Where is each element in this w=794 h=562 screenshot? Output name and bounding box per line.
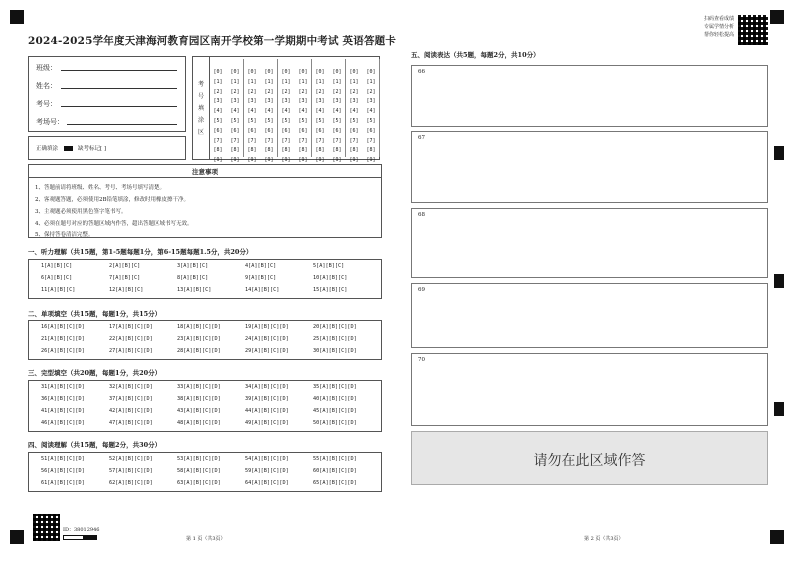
digit-bubble[interactable]: [9] <box>213 157 223 164</box>
answer-bubble-group[interactable]: 1[A][B][C] <box>41 263 73 269</box>
section-heading-reading: 四、阅读理解（共15题，每题2分，共30分） <box>28 441 162 449</box>
digit-bubble[interactable]: [6] <box>281 127 291 134</box>
digit-bubble[interactable]: [8] <box>230 147 240 154</box>
answer-bubble-group[interactable]: 2[A][B][C] <box>109 263 141 269</box>
digit-bubble[interactable]: [2] <box>366 88 376 95</box>
answer-bubble-group[interactable]: 65[A][B][C][D] <box>313 480 357 486</box>
answer-bubble-group[interactable]: 3[A][B][C] <box>177 263 209 269</box>
digit-bubble[interactable]: [2] <box>230 88 240 95</box>
digit-bubble[interactable]: [6] <box>264 127 274 134</box>
digit-bubble[interactable]: [4] <box>247 108 257 115</box>
answer-bubble-group[interactable]: 57[A][B][C][D] <box>109 468 153 474</box>
digit-bubble[interactable]: [5] <box>213 118 223 124</box>
question-number: 69 <box>418 287 425 293</box>
answer-bubble-group[interactable]: 30[A][B][C][D] <box>313 348 357 354</box>
digit-bubble[interactable]: [5] <box>264 118 274 124</box>
no-write-label: 请勿在此区域作答 <box>533 453 646 469</box>
notice-box <box>28 164 382 238</box>
digit-bubble[interactable]: [8] <box>315 147 325 154</box>
answer-bubble-group[interactable]: 19[A][B][C][D] <box>245 324 289 330</box>
answer-bubble-group[interactable]: 49[A][B][C][D] <box>245 420 289 426</box>
digit-bubble[interactable]: [3] <box>298 98 308 105</box>
answer-bubble-group[interactable]: 7[A][B][C] <box>109 275 141 281</box>
exam-number-field[interactable] <box>61 106 177 107</box>
digit-bubble[interactable]: [7] <box>281 137 291 144</box>
class-label: 班级： <box>36 64 57 72</box>
timing-mark <box>774 402 784 416</box>
digit-bubble[interactable]: [5] <box>230 118 240 124</box>
answer-box-67[interactable] <box>411 131 768 203</box>
digit-bubble[interactable]: [8] <box>298 147 308 154</box>
digit-bubble[interactable]: [8] <box>247 147 257 154</box>
digit-bubble[interactable]: [7] <box>332 137 342 144</box>
answer-bubble-group[interactable]: 62[A][B][C][D] <box>109 480 153 486</box>
answer-bubble-group[interactable]: 33[A][B][C][D] <box>177 384 221 390</box>
answer-bubble-group[interactable]: 48[A][B][C][D] <box>177 420 221 426</box>
digit-bubble[interactable]: [4] <box>298 108 308 115</box>
digit-bubble[interactable]: [6] <box>366 127 376 134</box>
digit-bubble[interactable]: [9] <box>281 157 291 164</box>
digit-bubble[interactable]: [6] <box>247 127 257 134</box>
qr-code-icon[interactable] <box>33 514 60 541</box>
digit-bubble[interactable]: [8] <box>349 147 359 154</box>
digit-bubble[interactable]: [0] <box>332 69 342 75</box>
digit-bubble[interactable]: [9] <box>298 157 308 164</box>
notice-item: 5、保持答卷清洁完整。 <box>35 232 94 238</box>
digit-bubble[interactable]: [1] <box>247 78 257 85</box>
answer-bubble-group[interactable]: 46[A][B][C][D] <box>41 420 85 426</box>
digit-bubble[interactable]: [0] <box>349 69 359 75</box>
digit-bubble[interactable]: [1] <box>332 78 342 85</box>
digit-bubble[interactable]: [0] <box>298 69 308 75</box>
barcode-icon <box>63 535 97 540</box>
fill-example-label: 正确填涂 <box>36 146 59 152</box>
answer-bubble-group[interactable]: 63[A][B][C][D] <box>177 480 221 486</box>
answer-bubble-group[interactable]: 60[A][B][C][D] <box>313 468 357 474</box>
digit-bubble[interactable]: [8] <box>213 147 223 154</box>
digit-bubble[interactable]: [3] <box>264 98 274 105</box>
digit-bubble[interactable]: [4] <box>264 108 274 115</box>
answer-bubble-group[interactable]: 26[A][B][C][D] <box>41 348 85 354</box>
answer-bubble-group[interactable]: 34[A][B][C][D] <box>245 384 289 390</box>
answer-bubble-group[interactable]: 28[A][B][C][D] <box>177 348 221 354</box>
qr-caption: 扫码查看成绩 专属学情分析 帮你轻松提高 <box>703 16 734 38</box>
digit-bubble[interactable]: [3] <box>366 98 376 105</box>
answer-bubble-group[interactable]: 11[A][B][C] <box>41 287 76 293</box>
digit-bubble[interactable]: [9] <box>349 157 359 164</box>
answer-bubble-group[interactable]: 15[A][B][C] <box>313 287 348 293</box>
digit-bubble[interactable]: [2] <box>247 88 257 95</box>
answer-bubble-group[interactable]: 47[A][B][C][D] <box>109 420 153 426</box>
digit-column <box>346 59 362 164</box>
answer-bubble-group[interactable]: 10[A][B][C] <box>313 275 348 281</box>
digit-bubble[interactable]: [0] <box>366 69 376 75</box>
digit-bubble[interactable]: [6] <box>213 127 223 134</box>
fill-example-box <box>28 136 186 160</box>
notice-item: 1、答题前请将班级、姓名、考号、考场号填写清楚。 <box>35 185 166 191</box>
answer-bubble-group[interactable]: 6[A][B][C] <box>41 275 73 281</box>
answer-bubble-group[interactable]: 27[A][B][C][D] <box>109 348 153 354</box>
digit-column <box>329 59 346 164</box>
answer-bubble-group[interactable]: 50[A][B][C][D] <box>313 420 357 426</box>
digit-bubble[interactable]: [7] <box>213 137 223 144</box>
digit-column <box>244 59 260 164</box>
digit-bubble[interactable]: [1] <box>366 78 376 85</box>
digit-bubble[interactable]: [1] <box>281 78 291 85</box>
answer-bubble-group[interactable]: 53[A][B][C][D] <box>177 456 221 462</box>
notice-item: 2、客观题答题，必须使用2B铅笔填涂，修改时用橡皮擦干净。 <box>35 197 190 203</box>
question-number: 70 <box>418 357 425 363</box>
filled-bubble-icon <box>64 146 73 151</box>
corner-mark <box>10 10 24 24</box>
corner-mark <box>10 530 24 544</box>
digit-bubble[interactable]: [3] <box>281 98 291 105</box>
section-heading-listening: 一、听力理解（共15题，第1-5题每题1分，第6-15题每题1.5分，共20分） <box>28 248 253 256</box>
corner-mark <box>770 530 784 544</box>
student-info-box <box>28 56 186 132</box>
cloze-answer-box <box>28 380 382 432</box>
answer-bubble-group[interactable]: 8[A][B][C] <box>177 275 209 281</box>
digit-bubble[interactable]: [4] <box>230 108 240 115</box>
room-number-field[interactable] <box>67 124 177 125</box>
digit-bubble[interactable]: [2] <box>298 88 308 95</box>
page-number-left: 第 1 页（共3页） <box>186 536 226 542</box>
answer-bubble-group[interactable]: 55[A][B][C][D] <box>313 456 357 462</box>
no-write-zone <box>411 431 768 485</box>
answer-bubble-group[interactable]: 31[A][B][C][D] <box>41 384 85 390</box>
digit-bubble[interactable]: [9] <box>264 157 274 164</box>
answer-bubble-group[interactable]: 41[A][B][C][D] <box>41 408 85 414</box>
corner-mark <box>770 10 784 24</box>
notice-title: 注意事项 <box>192 168 218 176</box>
section-heading-expression: 五、阅读表达（共5题，每题2分，共10分） <box>411 51 540 59</box>
answer-bubble-group[interactable]: 13[A][B][C] <box>177 287 212 293</box>
digit-bubble[interactable]: [6] <box>315 127 325 134</box>
answer-bubble-group[interactable]: 16[A][B][C][D] <box>41 324 85 330</box>
digit-bubble[interactable]: [5] <box>298 118 308 124</box>
answer-bubble-group[interactable]: 64[A][B][C][D] <box>245 480 289 486</box>
digit-bubble[interactable]: [5] <box>315 118 325 124</box>
answer-bubble-group[interactable]: 39[A][B][C][D] <box>245 396 289 402</box>
answer-bubble-group[interactable]: 38[A][B][C][D] <box>177 396 221 402</box>
digit-column <box>295 59 312 164</box>
digit-column <box>278 59 294 164</box>
answer-bubble-group[interactable]: 5[A][B][C] <box>313 263 345 269</box>
digit-bubble[interactable]: [7] <box>349 137 359 144</box>
answer-bubble-group[interactable]: 44[A][B][C][D] <box>245 408 289 414</box>
digit-bubble[interactable]: [9] <box>230 157 240 164</box>
qr-code-icon[interactable] <box>738 15 768 45</box>
digit-bubble[interactable]: [7] <box>247 137 257 144</box>
answer-bubble-group[interactable]: 42[A][B][C][D] <box>109 408 153 414</box>
digit-bubble[interactable]: [4] <box>349 108 359 115</box>
digit-bubble[interactable]: [0] <box>213 69 223 75</box>
page-number-right: 第 2 页（共3页） <box>584 536 624 542</box>
answer-box-66[interactable] <box>411 65 768 127</box>
digit-bubble[interactable]: [1] <box>230 78 240 85</box>
answer-bubble-group[interactable]: 59[A][B][C][D] <box>245 468 289 474</box>
class-field[interactable] <box>61 70 177 71</box>
question-number: 68 <box>418 212 425 218</box>
answer-bubble-group[interactable]: 9[A][B][C] <box>245 275 277 281</box>
digit-bubble[interactable]: [4] <box>281 108 291 115</box>
answer-bubble-group[interactable]: 18[A][B][C][D] <box>177 324 221 330</box>
digit-bubble[interactable]: [7] <box>315 137 325 144</box>
answer-bubble-group[interactable]: 32[A][B][C][D] <box>109 384 153 390</box>
answer-bubble-group[interactable]: 52[A][B][C][D] <box>109 456 153 462</box>
page-title: 2024-2025学年度天津海河教育园区南开学校第一学期期中考试 英语答题卡 <box>28 35 397 47</box>
answer-bubble-group[interactable]: 58[A][B][C][D] <box>177 468 221 474</box>
digit-bubble[interactable]: [7] <box>230 137 240 144</box>
digit-bubble[interactable]: [6] <box>230 127 240 134</box>
notice-item: 3、主观题必须使用黑色签字笔书写。 <box>35 209 127 215</box>
answer-bubble-group[interactable]: 51[A][B][C][D] <box>41 456 85 462</box>
reading-answer-box <box>28 452 382 492</box>
answer-bubble-group[interactable]: 40[A][B][C][D] <box>313 396 357 402</box>
digit-bubble[interactable]: [2] <box>281 88 291 95</box>
digit-bubble[interactable]: [4] <box>366 108 376 115</box>
digit-bubble[interactable]: [0] <box>230 69 240 75</box>
answer-bubble-group[interactable]: 20[A][B][C][D] <box>313 324 357 330</box>
digit-bubble[interactable]: [9] <box>247 157 257 164</box>
digit-bubble[interactable]: [8] <box>264 147 274 154</box>
name-field[interactable] <box>61 88 177 89</box>
digit-bubble[interactable]: [5] <box>332 118 342 124</box>
grid-label: 考 号 填 涂 区 <box>193 57 210 159</box>
answer-bubble-group[interactable]: 61[A][B][C][D] <box>41 480 85 486</box>
answer-bubble-group[interactable]: 23[A][B][C][D] <box>177 336 221 342</box>
answer-bubble-group[interactable]: 36[A][B][C][D] <box>41 396 85 402</box>
name-label: 姓名： <box>36 82 57 90</box>
digit-bubble[interactable]: [5] <box>281 118 291 124</box>
digit-bubble[interactable]: [6] <box>349 127 359 134</box>
digit-bubble[interactable]: [4] <box>332 108 342 115</box>
divider <box>29 177 381 178</box>
section-heading-cloze: 三、完型填空（共20题，每题1分，共20分） <box>28 369 162 377</box>
answer-bubble-group[interactable]: 17[A][B][C][D] <box>109 324 153 330</box>
digit-bubble[interactable]: [5] <box>366 118 376 124</box>
answer-bubble-group[interactable]: 24[A][B][C][D] <box>245 336 289 342</box>
answer-bubble-group[interactable]: 25[A][B][C][D] <box>313 336 357 342</box>
digit-bubble[interactable]: [5] <box>349 118 359 124</box>
digit-bubble[interactable]: [2] <box>315 88 325 95</box>
digit-bubble[interactable]: [8] <box>366 147 376 154</box>
answer-bubble-group[interactable]: 4[A][B][C] <box>245 263 277 269</box>
answer-bubble-group[interactable]: 56[A][B][C][D] <box>41 468 85 474</box>
digit-bubble[interactable]: [0] <box>264 69 274 75</box>
digit-bubble[interactable]: [0] <box>315 69 325 75</box>
digit-bubble[interactable]: [2] <box>264 88 274 95</box>
digit-bubble[interactable]: [2] <box>213 88 223 95</box>
answer-bubble-group[interactable]: 12[A][B][C] <box>109 287 144 293</box>
digit-bubble[interactable]: [3] <box>349 98 359 105</box>
digit-column <box>312 59 328 164</box>
notice-item: 4、必须在题号对应的答题区域内作答，超出答题区域书写无效。 <box>35 221 193 227</box>
digit-bubble[interactable]: [0] <box>247 69 257 75</box>
digit-bubble[interactable]: [2] <box>332 88 342 95</box>
answer-bubble-group[interactable]: 43[A][B][C][D] <box>177 408 221 414</box>
digit-column <box>227 59 244 164</box>
digit-bubble[interactable]: [4] <box>213 108 223 115</box>
digit-bubble[interactable]: [3] <box>213 98 223 105</box>
digit-bubble[interactable]: [4] <box>315 108 325 115</box>
digit-bubble[interactable]: [1] <box>298 78 308 85</box>
digit-column <box>210 59 226 164</box>
digit-bubble[interactable]: [7] <box>264 137 274 144</box>
digit-bubble[interactable]: [7] <box>366 137 376 144</box>
answer-bubble-group[interactable]: 22[A][B][C][D] <box>109 336 153 342</box>
timing-mark <box>774 274 784 288</box>
digit-bubble[interactable]: [3] <box>247 98 257 105</box>
room-number-label: 考场号： <box>36 118 64 126</box>
single-choice-answer-box <box>28 320 382 360</box>
digit-bubble[interactable]: [9] <box>315 157 325 164</box>
digit-bubble[interactable]: [9] <box>332 157 342 164</box>
answer-box-68[interactable] <box>411 208 768 278</box>
question-number: 67 <box>418 135 425 141</box>
exam-number-grid <box>192 56 380 164</box>
digit-bubble[interactable]: [8] <box>281 147 291 154</box>
answer-bubble-group[interactable]: 45[A][B][C][D] <box>313 408 357 414</box>
answer-bubble-group[interactable]: 29[A][B][C][D] <box>245 348 289 354</box>
answer-box-69[interactable] <box>411 283 768 348</box>
digit-bubble[interactable]: [1] <box>315 78 325 85</box>
digit-bubble[interactable]: [8] <box>332 147 342 154</box>
answer-bubble-group[interactable]: 21[A][B][C][D] <box>41 336 85 342</box>
absent-mark[interactable]: 缺考标记[ ] <box>78 146 107 152</box>
answer-bubble-group[interactable]: 54[A][B][C][D] <box>245 456 289 462</box>
digit-bubble[interactable]: [6] <box>298 127 308 134</box>
digit-bubble[interactable]: [7] <box>298 137 308 144</box>
section-heading-single-choice: 二、单项填空（共15题，每题1分，共15分） <box>28 310 162 318</box>
digit-bubble[interactable]: [2] <box>349 88 359 95</box>
digit-bubble[interactable]: [1] <box>264 78 274 85</box>
digit-bubble[interactable]: [9] <box>366 157 376 164</box>
question-number: 66 <box>418 69 425 75</box>
digit-bubble[interactable]: [5] <box>247 118 257 124</box>
paper-id: ID：38012946 <box>63 527 100 533</box>
answer-box-70[interactable] <box>411 353 768 426</box>
answer-bubble-group[interactable]: 14[A][B][C] <box>245 287 280 293</box>
digit-bubble[interactable]: [6] <box>332 127 342 134</box>
answer-bubble-group[interactable]: 37[A][B][C][D] <box>109 396 153 402</box>
digit-bubble[interactable]: [3] <box>315 98 325 105</box>
timing-mark <box>774 146 784 160</box>
answer-bubble-group[interactable]: 35[A][B][C][D] <box>313 384 357 390</box>
digit-bubble[interactable]: [0] <box>281 69 291 75</box>
digit-bubble[interactable]: [3] <box>230 98 240 105</box>
digit-bubble[interactable]: [1] <box>213 78 223 85</box>
digit-bubble[interactable]: [1] <box>349 78 359 85</box>
digit-column <box>363 59 380 164</box>
digit-column <box>261 59 278 164</box>
listening-answer-box <box>28 259 382 299</box>
digit-bubble[interactable]: [3] <box>332 98 342 105</box>
exam-number-label: 考号： <box>36 100 57 108</box>
